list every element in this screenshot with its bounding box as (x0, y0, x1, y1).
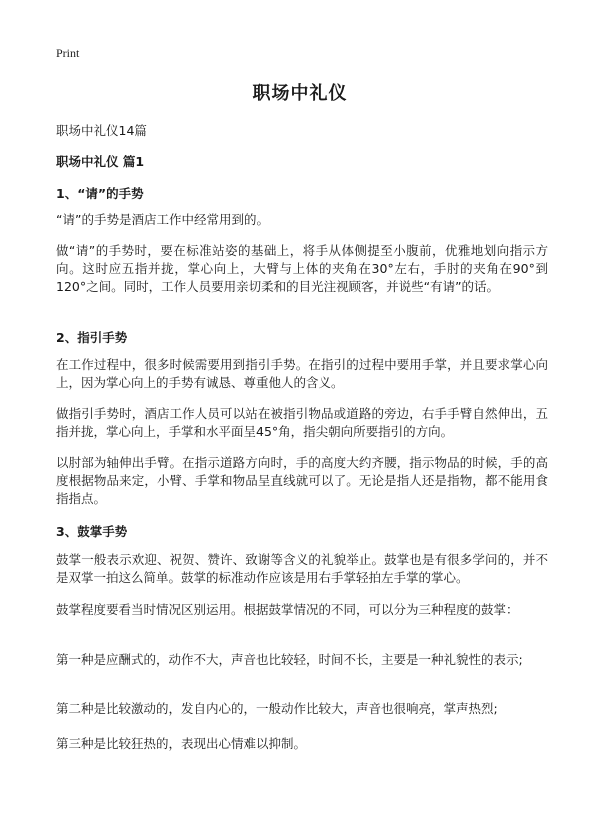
section-heading: 1、“请”的手势 (56, 186, 144, 201)
document-subtitle: 职场中礼仪14篇 (56, 123, 147, 138)
paragraph: 做指引手势时，酒店工作人员可以站在被指引物品或道路的旁边，右手手臂自然伸出，五指并拢，掌心向上，手掌和水平面呈45°角，指尖朝向所要指引的方向。 (56, 406, 548, 439)
section-heading: 3、鼓掌手势 (56, 524, 128, 539)
print-label: Print (56, 46, 80, 60)
paragraph: 在工作过程中，很多时候需要用到指引手势。在指引的过程中要用手掌，并且要求掌心向上，因为掌心向上的手势有诚恳、尊重他人的含义。 (56, 357, 548, 390)
page-title: 职场中礼仪 (252, 83, 348, 104)
section-heading: 2、指引手势 (56, 330, 128, 345)
paragraph: 第一种是应酬式的，动作不大，声音也比较轻，时间不长，主要是一种礼貌性的表示; (56, 652, 523, 667)
paragraph: 第三种是比较狂热的，表现出心情难以抑制。 (56, 736, 307, 751)
article-heading: 职场中礼仪 篇1 (56, 154, 145, 169)
paragraph: 做“请”的手势时，要在标准站姿的基础上，将手从体侧提至小腹前，优雅地划向指示方向。这时应五指并拢，掌心向上，大臂与上体的夹角在30°左右，手肘的夹角在90°到120°之间。同时，工作人员要用亲切柔和的目光注视顾客，并说些“有请”的话。 (56, 243, 548, 294)
paragraph: 以肘部为轴伸出手臂。在指示道路方向时，手的高度大约齐腰，指示物品的时候，手的高度根据物品来定，小臂、手掌和物品呈直线就可以了。无论是指人还是指物，都不能用食指指点。 (56, 455, 548, 506)
paragraph: 鼓掌一般表示欢迎、祝贺、赞许、致谢等含义的礼貌举止。鼓掌也是有很多学问的，并不是双掌一拍这么简单。鼓掌的标准动作应该是用右手掌轻拍左手掌的掌心。 (56, 552, 548, 585)
paragraph: “请”的手势是酒店工作中经常用到的。 (56, 212, 269, 227)
paragraph: 第二种是比较激动的，发自内心的，一般动作比较大，声音也很响亮，掌声热烈; (56, 701, 498, 716)
paragraph: 鼓掌程度要看当时情况区别运用。根据鼓掌情况的不同，可以分为三种程度的鼓掌： (56, 602, 519, 617)
